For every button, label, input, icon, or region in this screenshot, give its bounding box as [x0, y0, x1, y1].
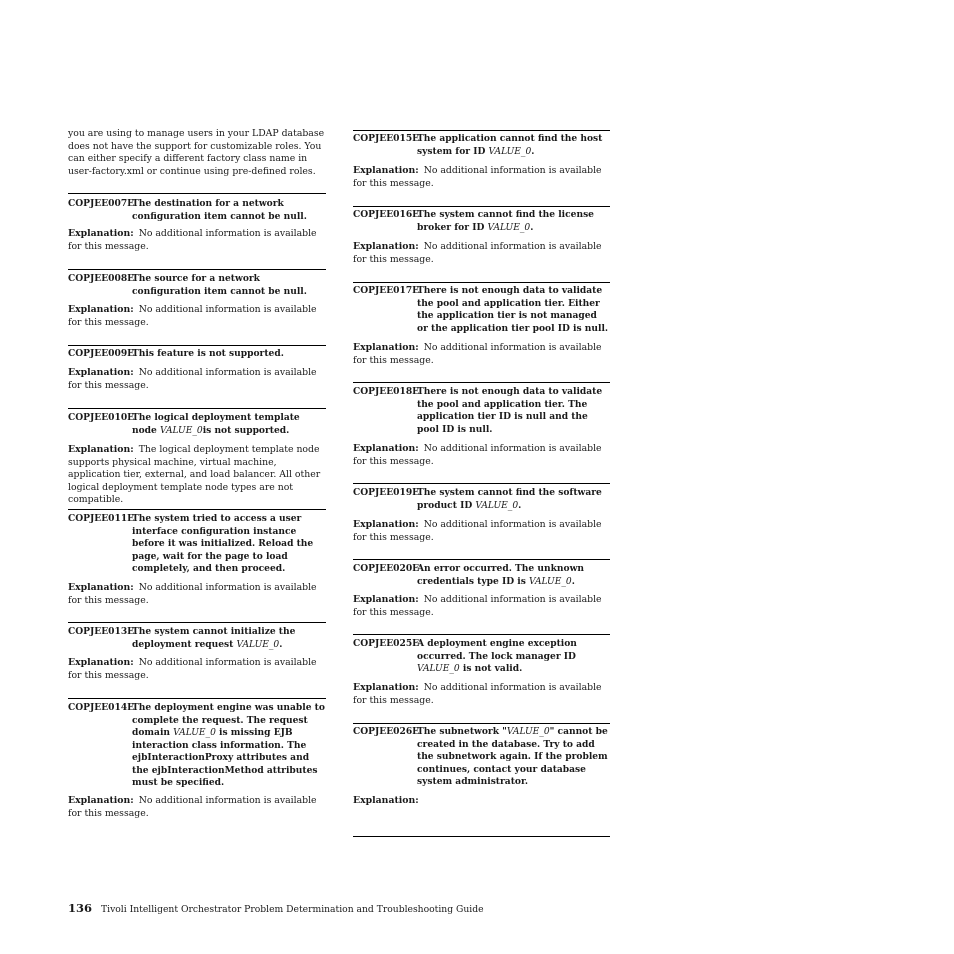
divider: [68, 269, 326, 270]
message-code: COPJEE020E: [353, 563, 420, 574]
divider: [353, 382, 610, 383]
divider: [353, 206, 610, 207]
message-title: A deployment engine exception occurred. The lock manager ID VALUE_0 is not valid.: [417, 638, 577, 674]
message-code: COPJEE015E: [353, 133, 420, 144]
message-code: COPJEE019E: [353, 487, 420, 498]
divider: [353, 282, 610, 283]
message-code: COPJEE016E: [353, 209, 420, 220]
message-explanation: Explanation: No additional information is available for this message.: [68, 228, 317, 252]
message-explanation: Explanation:: [353, 795, 419, 806]
intro-paragraph: you are using to manage users in your LDAP database does not have the support for customizable roles. You can either specify a different factory class name in user-factory.xml or continue using pre-defined roles.: [68, 128, 325, 177]
message-title: The system cannot find the software product ID VALUE_0.: [417, 487, 602, 511]
message-code: COPJEE013E: [68, 626, 135, 637]
message-code: COPJEE017E: [353, 285, 420, 296]
message-title: There is not enough data to validate the pool and application tier. Either the application tier is not managed or the application tier pool ID is null.: [417, 285, 609, 334]
message-explanation: Explanation: No additional information is available for this message.: [68, 795, 317, 819]
message-code: COPJEE011E: [68, 513, 135, 524]
message-explanation: Explanation: The logical deployment template node supports physical machine, virtual machine, application tier, external, and load balancer. All other logical deployment template node types are not compatible.: [68, 444, 321, 505]
page-number: 136: [68, 901, 93, 915]
divider: [68, 509, 326, 510]
divider: [353, 723, 610, 724]
message-title: The logical deployment template node VALUE_0is not supported.: [132, 412, 300, 436]
divider: [353, 634, 610, 635]
message-explanation: Explanation: No additional information is available for this message.: [353, 594, 602, 618]
message-title: This feature is not supported.: [132, 348, 284, 359]
message-explanation: Explanation: No additional information is available for this message.: [353, 342, 602, 366]
message-code: COPJEE009E: [68, 348, 135, 359]
message-title: There is not enough data to validate the pool and application tier. The application tier ID is null and the pool ID is null.: [417, 386, 603, 435]
message-code: COPJEE010E: [68, 412, 135, 423]
message-explanation: Explanation: No additional information is available for this message.: [353, 519, 602, 543]
message-code: COPJEE014E: [68, 702, 135, 713]
divider: [68, 698, 326, 699]
divider: [353, 559, 610, 560]
message-title: The application cannot find the host system for ID VALUE_0.: [417, 133, 603, 157]
message-title: The system cannot find the license broker for ID VALUE_0.: [417, 209, 594, 233]
divider: [68, 345, 326, 346]
message-explanation: Explanation: No additional information is available for this message.: [353, 241, 602, 265]
divider: [353, 130, 610, 131]
message-explanation: Explanation: No additional information is available for this message.: [353, 443, 602, 467]
divider: [68, 622, 326, 623]
message-explanation: Explanation: No additional information is available for this message.: [353, 165, 602, 189]
message-code: COPJEE025E: [353, 638, 420, 649]
divider: [68, 408, 326, 409]
message-code: COPJEE007E: [68, 198, 135, 209]
message-explanation: Explanation: No additional information is available for this message.: [353, 682, 602, 706]
message-explanation: Explanation: No additional information is available for this message.: [68, 582, 317, 606]
message-title: An error occurred. The unknown credentials type ID is VALUE_0.: [417, 563, 585, 587]
message-title: The destination for a network configuration item cannot be null.: [132, 198, 307, 222]
divider: [353, 483, 610, 484]
section-end-divider: [353, 836, 610, 837]
book-title: Tivoli Intelligent Orchestrator Problem Determination and Troubleshooting Guide: [101, 904, 484, 915]
message-explanation: Explanation: No additional information is available for this message.: [68, 304, 317, 328]
page-footer: [68, 902, 484, 916]
message-explanation: Explanation: No additional information is available for this message.: [68, 367, 317, 391]
message-title: The deployment engine was unable to complete the request. The request domain VALUE_0 is missing EJB interaction class information. The ejbInteractionProxy attributes and the ejbInteractionMethod attributes must be specified.: [132, 702, 325, 788]
message-code: COPJEE026E: [353, 726, 420, 737]
message-title: The subnetwork "VALUE_0" cannot be created in the database. Try to add the subnetwork again. If the problem continues, contact your database system administrator.: [417, 726, 608, 787]
divider: [68, 193, 326, 194]
message-title: The system tried to access a user interface configuration instance before it was initialized. Reload the page, wait for the page to load completely, and then proceed.: [132, 513, 314, 574]
message-title: The source for a network configuration item cannot be null.: [132, 273, 307, 297]
message-explanation: Explanation: No additional information is available for this message.: [68, 657, 317, 681]
message-title: The system cannot initialize the deployment request VALUE_0.: [132, 626, 296, 650]
message-code: COPJEE018E: [353, 386, 420, 397]
message-code: COPJEE008E: [68, 273, 135, 284]
